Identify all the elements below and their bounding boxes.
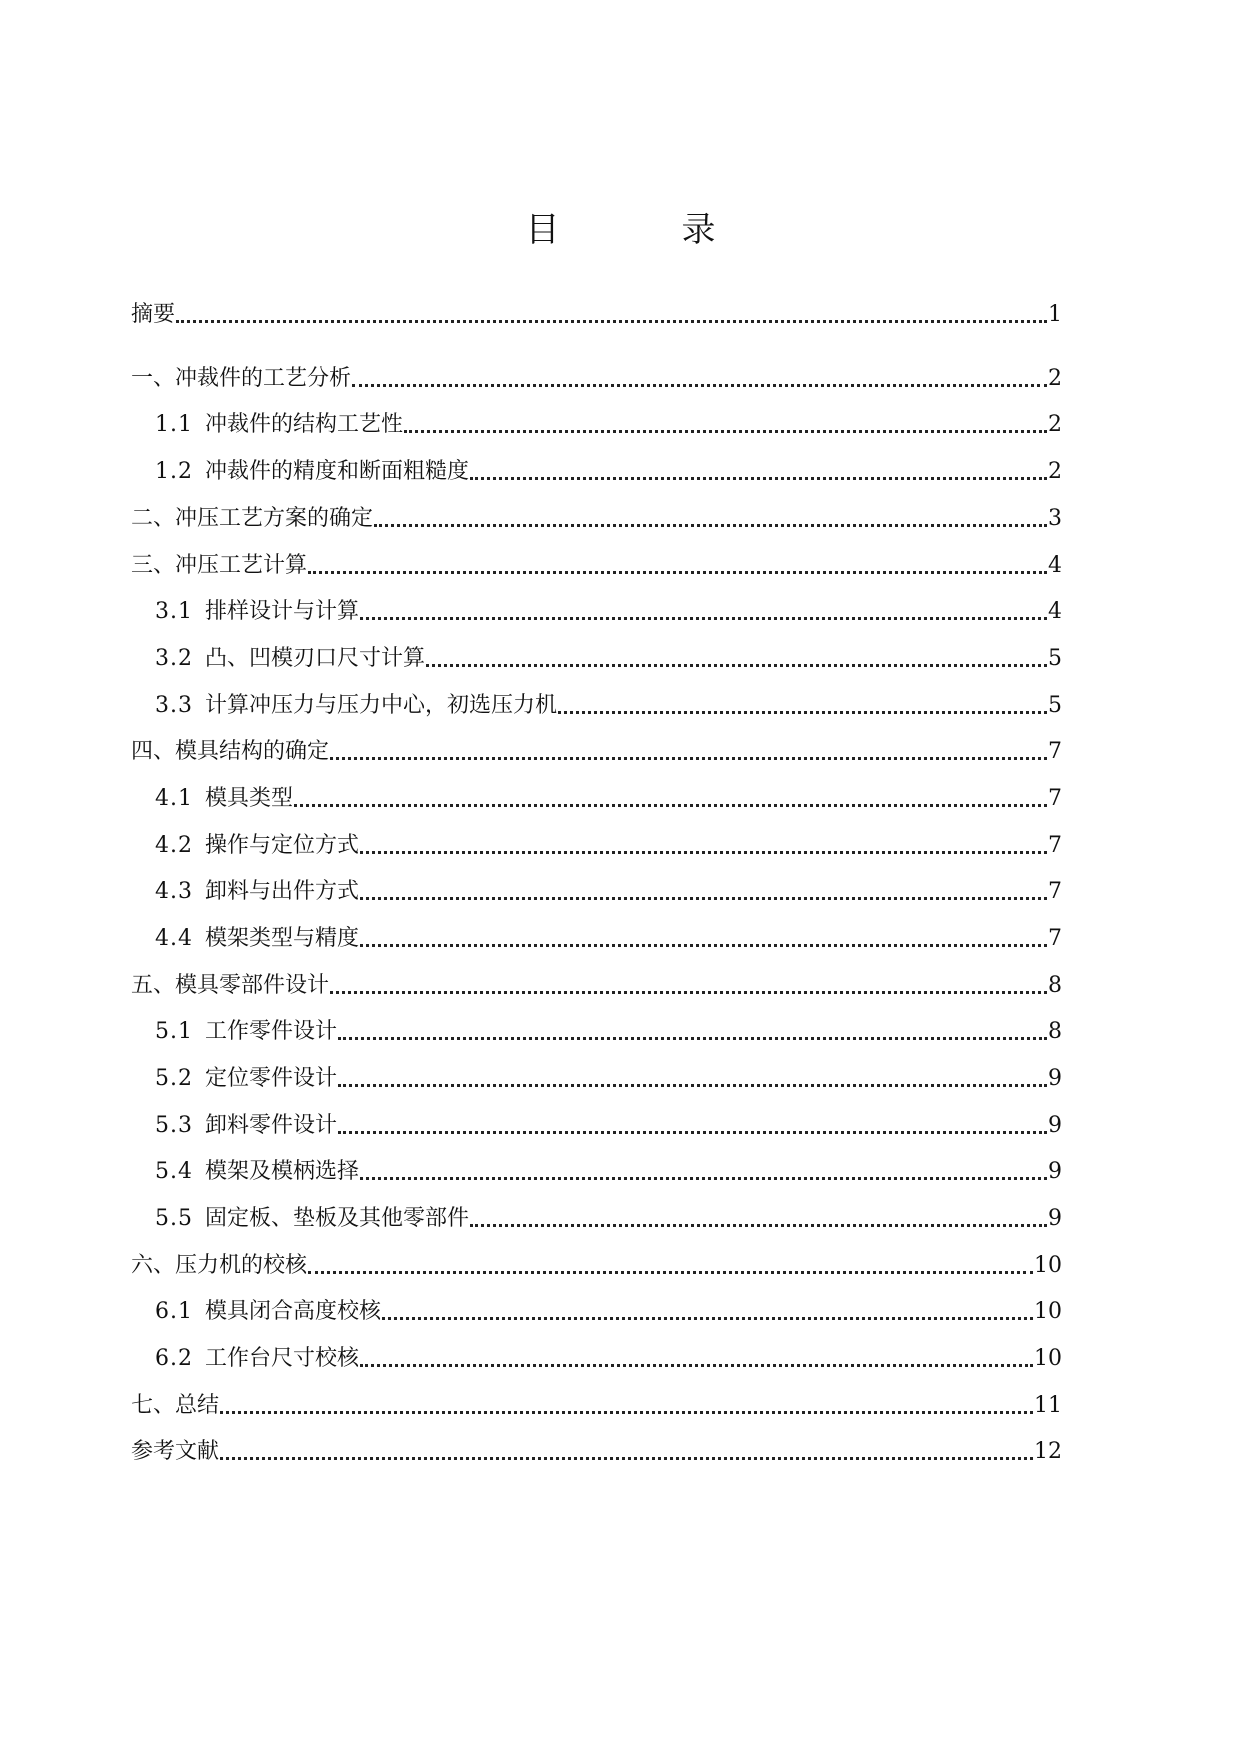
- toc-page-number: 1: [1048, 302, 1062, 327]
- toc-entry-text: 模具闭合高度校核: [205, 1299, 382, 1324]
- toc-entry-number: 6.1: [155, 1299, 193, 1324]
- toc-dot-leader: [220, 1411, 1033, 1414]
- toc-subsection-entry[interactable]: [131, 640, 1062, 674]
- toc-entry-label: [155, 831, 359, 861]
- toc-dot-leader: [294, 804, 1047, 807]
- toc-dot-leader: [176, 320, 1047, 323]
- toc-subsection-entry[interactable]: [131, 406, 1062, 440]
- toc-dot-leader: [338, 1084, 1047, 1087]
- toc-dot-leader: [338, 1131, 1047, 1134]
- toc-entry-text: 工作台尺寸校核: [205, 1346, 360, 1371]
- toc-section-entry[interactable]: [131, 360, 1062, 394]
- toc-page-number: 4: [1048, 599, 1062, 624]
- toc-entry-number: 5.1: [155, 1019, 193, 1044]
- toc-section-entry[interactable]: [131, 1433, 1062, 1467]
- toc-page-number: 2: [1048, 412, 1062, 437]
- toc-section-entry[interactable]: [131, 733, 1062, 767]
- toc-subsection-entry[interactable]: [131, 453, 1062, 487]
- toc-entry-label: [131, 737, 329, 767]
- toc-entry-text: 计算冲压力与压力中心，初选压力机: [205, 693, 558, 718]
- toc-subsection-entry[interactable]: [131, 780, 1062, 814]
- toc-entry-text: 固定板、垫板及其他零部件: [205, 1206, 470, 1231]
- toc-subsection-entry[interactable]: [131, 1153, 1062, 1187]
- toc-page-number: 10: [1034, 1299, 1062, 1324]
- toc-entry-label: [131, 1391, 219, 1421]
- toc-subsection-entry[interactable]: [131, 1107, 1062, 1141]
- toc-entry-label: [155, 784, 293, 814]
- toc-entry-label: [155, 644, 425, 674]
- toc-entry-label: [155, 410, 403, 440]
- toc-dot-leader: [360, 617, 1047, 620]
- toc-dot-leader: [360, 1364, 1033, 1367]
- toc-section-entry[interactable]: [131, 547, 1062, 581]
- toc-entry-text: 摘要: [131, 302, 176, 327]
- toc-entry-number: 1.1: [155, 412, 193, 437]
- toc-page-number: 5: [1048, 693, 1062, 718]
- toc-page-number: 5: [1048, 646, 1062, 671]
- toc-page-number: 2: [1048, 459, 1062, 484]
- toc-entry-text: 冲裁件的结构工艺性: [205, 412, 404, 437]
- toc-entry-label: [155, 691, 557, 721]
- toc-entry-text: 四、模具结构的确定: [131, 739, 330, 764]
- toc-entry-text: 定位零件设计: [205, 1066, 338, 1091]
- toc-page-number: 10: [1034, 1253, 1062, 1278]
- toc-entry-text: 模架及模柄选择: [205, 1159, 360, 1184]
- toc-entry-number: 5.2: [155, 1066, 193, 1091]
- toc-dot-leader: [360, 851, 1047, 854]
- toc-page-number: 7: [1048, 739, 1062, 764]
- toc-entry-label: [155, 1157, 359, 1187]
- toc-page-number: 8: [1048, 973, 1062, 998]
- toc-entry-number: 5.4: [155, 1159, 193, 1184]
- toc-section-entry[interactable]: [131, 500, 1062, 534]
- toc-entry-label: [131, 504, 373, 534]
- toc-section-entry[interactable]: [131, 1387, 1062, 1421]
- toc-entry-number: 3.3: [155, 693, 193, 718]
- toc-entry-label: [155, 1017, 337, 1047]
- toc-section-entry[interactable]: [131, 967, 1062, 1001]
- toc-page-number: 8: [1048, 1019, 1062, 1044]
- toc-entry-text: 二、冲压工艺方案的确定: [131, 506, 374, 531]
- toc-entry-text: 工作零件设计: [205, 1019, 338, 1044]
- toc-subsection-entry[interactable]: [131, 1200, 1062, 1234]
- toc-section-entry[interactable]: [131, 296, 1062, 330]
- toc-entry-label: [155, 1344, 359, 1374]
- toc-entry-label: [131, 1437, 219, 1467]
- toc-page-number: 12: [1034, 1439, 1062, 1464]
- toc-entry-text: 卸料与出件方式: [205, 879, 360, 904]
- toc-page-number: 7: [1048, 786, 1062, 811]
- toc-dot-leader: [330, 991, 1047, 994]
- toc-entry-label: [131, 364, 351, 394]
- toc-entry-number: 5.3: [155, 1113, 193, 1138]
- toc-dot-leader: [360, 944, 1047, 947]
- toc-page-number: 11: [1034, 1393, 1062, 1418]
- toc-subsection-entry[interactable]: [131, 593, 1062, 627]
- toc-entry-label: [155, 1297, 381, 1327]
- toc-dot-leader: [352, 384, 1047, 387]
- toc-dot-leader: [470, 1224, 1047, 1227]
- toc-entry-text: 模架类型与精度: [205, 926, 360, 951]
- toc-page-number: 7: [1048, 879, 1062, 904]
- toc-page-number: 2: [1048, 366, 1062, 391]
- toc-subsection-entry[interactable]: [131, 920, 1062, 954]
- toc-subsection-entry[interactable]: [131, 1293, 1062, 1327]
- toc-entry-label: [131, 971, 329, 1001]
- toc-dot-leader: [404, 430, 1047, 433]
- toc-page-number: 4: [1048, 553, 1062, 578]
- toc-page-number: 7: [1048, 926, 1062, 951]
- toc-subsection-entry[interactable]: [131, 687, 1062, 721]
- toc-entry-label: [155, 597, 359, 627]
- toc-page-number: 9: [1048, 1206, 1062, 1231]
- toc-entry-label: [155, 1204, 469, 1234]
- toc-entry-label: [131, 1251, 307, 1281]
- toc-entry-text: 六、压力机的校核: [131, 1253, 308, 1278]
- toc-entry-label: [155, 1064, 337, 1094]
- toc-entry-number: 4.4: [155, 926, 193, 951]
- toc-section-entry[interactable]: [131, 1247, 1062, 1281]
- toc-entry-label: [131, 300, 175, 330]
- toc-title: 目 录: [525, 210, 760, 250]
- toc-entry-number: 6.2: [155, 1346, 193, 1371]
- toc-entry-text: 冲裁件的精度和断面粗糙度: [205, 459, 470, 484]
- toc-entry-text: 参考文献: [131, 1439, 220, 1464]
- toc-entry-label: [155, 877, 359, 907]
- toc-entry-text: 卸料零件设计: [205, 1113, 338, 1138]
- toc-subsection-entry[interactable]: [131, 873, 1062, 907]
- toc-dot-leader: [360, 897, 1047, 900]
- toc-subsection-entry[interactable]: [131, 827, 1062, 861]
- toc-page-number: 9: [1048, 1159, 1062, 1184]
- toc-entry-text: 排样设计与计算: [205, 599, 360, 624]
- toc-dot-leader: [470, 477, 1047, 480]
- toc-page-number: 9: [1048, 1113, 1062, 1138]
- toc-dot-leader: [308, 1271, 1033, 1274]
- toc-entry-number: 4.1: [155, 786, 193, 811]
- toc-entry-number: 5.5: [155, 1206, 193, 1231]
- toc-entry-label: [155, 924, 359, 954]
- toc-subsection-entry[interactable]: [131, 1013, 1062, 1047]
- toc-entry-label: [155, 1111, 337, 1141]
- toc-entry-label: [155, 457, 469, 487]
- toc-dot-leader: [330, 757, 1047, 760]
- toc-dot-leader: [338, 1037, 1047, 1040]
- toc-entry-number: 1.2: [155, 459, 193, 484]
- toc-dot-leader: [308, 571, 1047, 574]
- toc-dot-leader: [558, 711, 1047, 714]
- toc-entry-number: 4.3: [155, 879, 193, 904]
- toc-subsection-entry[interactable]: [131, 1340, 1062, 1374]
- toc-page-number: 9: [1048, 1066, 1062, 1091]
- toc-entry-text: 七、总结: [131, 1393, 220, 1418]
- toc-page-number: 7: [1048, 833, 1062, 858]
- toc-page-number: 10: [1034, 1346, 1062, 1371]
- toc-dot-leader: [382, 1317, 1033, 1320]
- toc-entry-text: 模具类型: [205, 786, 294, 811]
- toc-page-number: 3: [1048, 506, 1062, 531]
- toc-entry-text: 三、冲压工艺计算: [131, 553, 308, 578]
- toc-dot-leader: [374, 524, 1047, 527]
- toc-dot-leader: [220, 1457, 1033, 1460]
- toc-entry-text: 操作与定位方式: [205, 833, 360, 858]
- toc-entry-text: 凸、凹模刃口尺寸计算: [205, 646, 426, 671]
- toc-entry-text: 五、模具零部件设计: [131, 973, 330, 998]
- toc-entry-label: [131, 551, 307, 581]
- toc-entry-text: 一、冲裁件的工艺分析: [131, 366, 352, 391]
- toc-entry-number: 3.1: [155, 599, 193, 624]
- toc-subsection-entry[interactable]: [131, 1060, 1062, 1094]
- toc-dot-leader: [426, 664, 1047, 667]
- toc-dot-leader: [360, 1177, 1047, 1180]
- toc-entry-number: 4.2: [155, 833, 193, 858]
- toc-entry-number: 3.2: [155, 646, 193, 671]
